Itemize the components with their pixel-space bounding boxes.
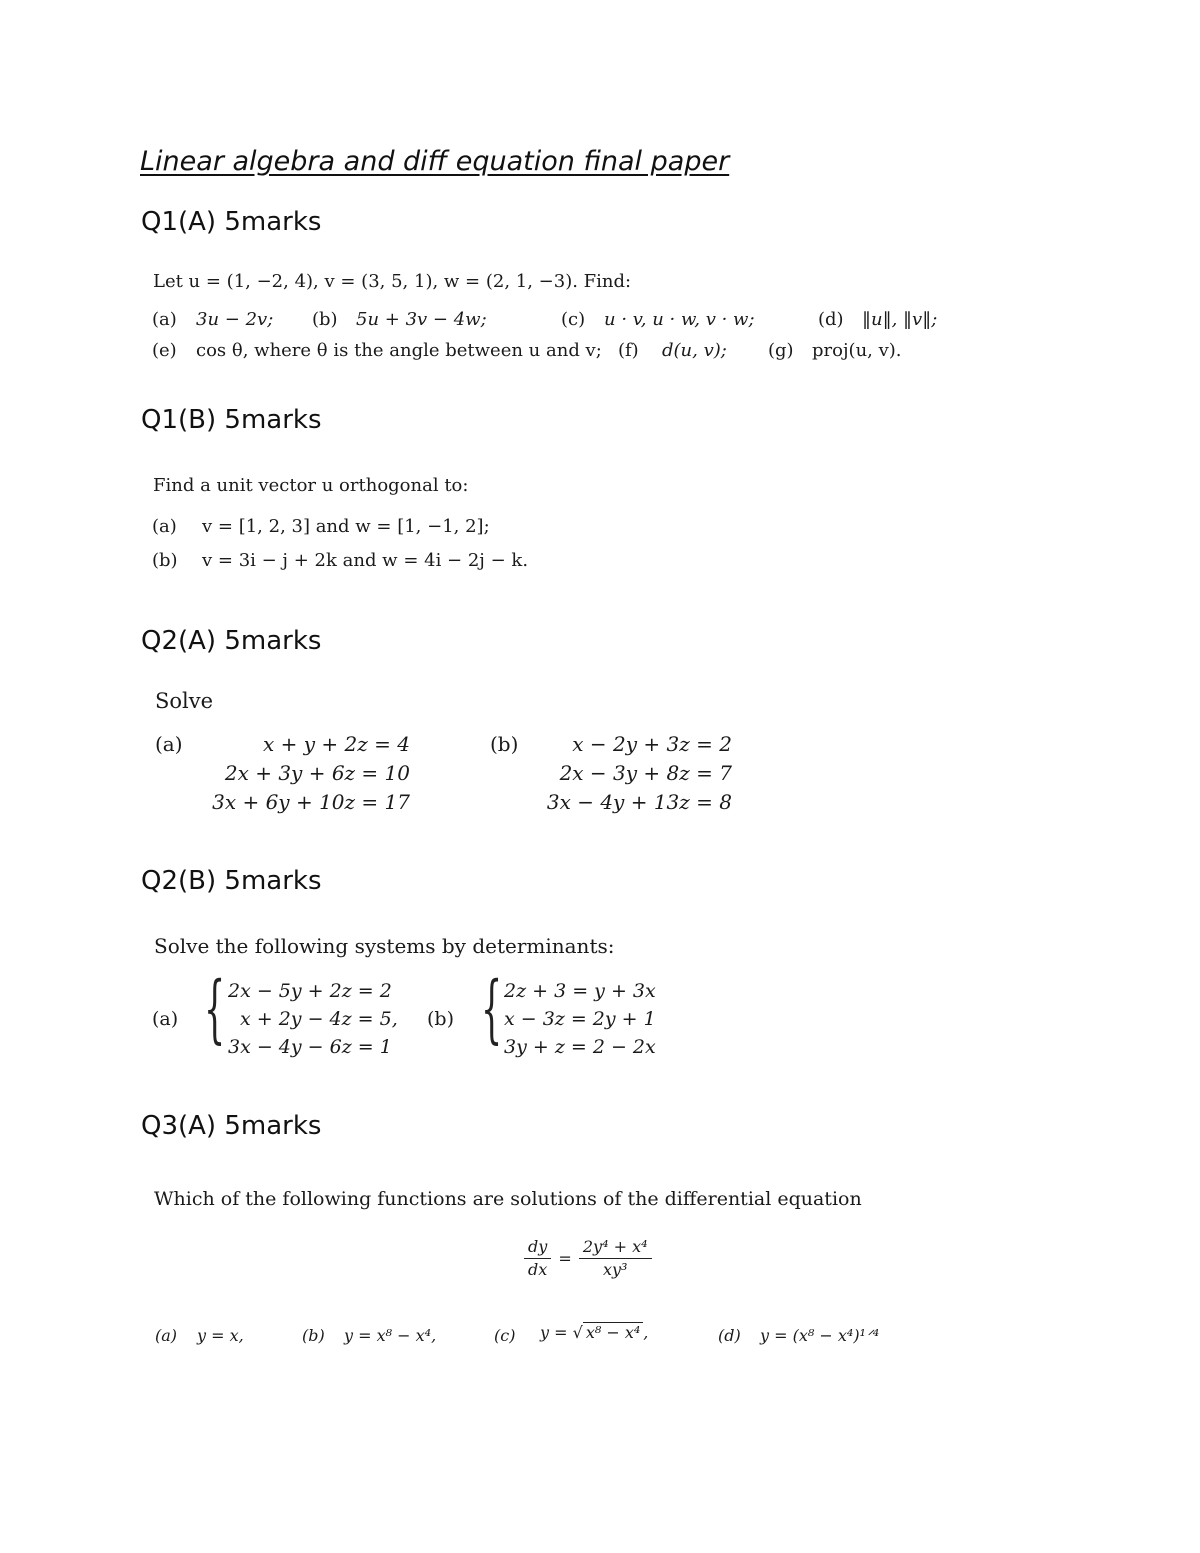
q3a-option-c-label: (c) (494, 1326, 516, 1345)
equation-line: 3x − 4y + 13z = 8 (546, 790, 732, 814)
equation-line: 3x − 4y − 6z = 1 (228, 1036, 392, 1058)
q1a-part-b-text: 5u + 3v − 4w; (356, 309, 487, 330)
rhs-numerator: 2y⁴ + x⁴ (579, 1236, 652, 1259)
option-c-radicand: x⁸ − x⁴ (583, 1322, 643, 1342)
q3a-heading: Q3(A) 5marks (141, 1111, 322, 1141)
q1a-part-e-label: (e) (152, 340, 177, 361)
q1a-part-d-label: (d) (818, 309, 844, 330)
q1b-intro: Find a unit vector u orthogonal to: (153, 475, 469, 496)
differential-equation (524, 1236, 652, 1281)
equation-line: 2z + 3 = y + 3x (504, 980, 656, 1002)
q3a-intro: Which of the following functions are solutions of the differential equation (154, 1188, 862, 1210)
option-c-suffix: , (643, 1323, 649, 1342)
q2a-system-a (205, 730, 410, 817)
q1b-heading: Q1(B) 5marks (141, 405, 322, 435)
q3a-option-b-text: y = x⁸ − x⁴, (344, 1326, 437, 1345)
q2a-heading: Q2(A) 5marks (141, 626, 322, 656)
q1a-part-c-label: (c) (561, 309, 586, 330)
q1b-part-a-label: (a) (152, 516, 177, 537)
q1a-part-g-text: proj(u, v). (812, 340, 902, 361)
q2b-intro: Solve the following systems by determinants: (154, 934, 615, 958)
q2b-system-a (228, 977, 408, 1061)
q3a-option-a-text: y = x, (197, 1326, 244, 1345)
equation-line: 3y + z = 2 − 2x (504, 1036, 656, 1058)
option-c-prefix: y = (540, 1323, 573, 1342)
q2a-intro: Solve (155, 689, 214, 713)
q1a-part-g-label: (g) (768, 340, 794, 361)
equation-line: x + 2y − 4z = 5, (240, 1008, 398, 1030)
left-brace-icon: { (481, 966, 503, 1052)
equation-line: x − 2y + 3z = 2 (572, 732, 732, 756)
q1a-part-e-text: cos θ, where θ is the angle between u and v; (196, 340, 602, 361)
lhs-denominator: dx (528, 1260, 548, 1279)
equation-line: x − 3z = 2y + 1 (504, 1008, 656, 1030)
q1a-part-f-text: d(u, v); (662, 340, 727, 361)
q3a-option-a-label: (a) (155, 1326, 178, 1345)
q2b-system-a-label: (a) (152, 1008, 179, 1030)
equals-sign: = (558, 1249, 572, 1268)
q1b-part-b-text: v = 3i − j + 2k and w = 4i − 2j − k. (202, 550, 529, 571)
q2a-system-a-label: (a) (155, 732, 183, 756)
q1a-part-d-text: ‖u‖, ‖v‖; (862, 309, 938, 330)
q1b-part-a-text: v = [1, 2, 3] and w = [1, −1, 2]; (202, 516, 490, 537)
q2b-heading: Q2(B) 5marks (141, 866, 322, 896)
equation-line: 2x + 3y + 6z = 10 (224, 761, 410, 785)
q3a-option-c-text (540, 1322, 648, 1342)
q1a-heading: Q1(A) 5marks (141, 207, 322, 237)
q2a-system-b-label: (b) (490, 732, 519, 756)
q1b-part-b-label: (b) (152, 550, 178, 571)
equation-line: x + y + 2z = 4 (263, 732, 410, 756)
lhs-fraction (524, 1236, 551, 1281)
lhs-numerator: dy (524, 1236, 551, 1259)
q1a-part-a-text: 3u − 2v; (196, 309, 274, 330)
rhs-denominator: xy³ (602, 1260, 628, 1279)
q1a-part-f-label: (f) (618, 340, 639, 361)
q3a-option-d-label: (d) (718, 1326, 741, 1345)
q1a-part-a-label: (a) (152, 309, 177, 330)
q3a-option-b-label: (b) (302, 1326, 325, 1345)
q2b-system-b-label: (b) (427, 1008, 454, 1030)
page-title: Linear algebra and diff equation final paper (140, 146, 730, 177)
left-brace-icon: { (204, 966, 226, 1052)
q1a-part-b-label: (b) (312, 309, 338, 330)
q3a-option-d-text: y = (x⁸ − x⁴)¹ᐟ⁴ (760, 1326, 880, 1345)
q2a-system-b (540, 730, 732, 817)
rhs-fraction (579, 1236, 652, 1281)
q1a-part-c-text: u · v, u · w, v · w; (604, 309, 755, 330)
equation-line: 3x + 6y + 10z = 17 (212, 790, 410, 814)
equation-line: 2x − 3y + 8z = 7 (559, 761, 732, 785)
equation-line: 2x − 5y + 2z = 2 (228, 980, 392, 1002)
sqrt-icon: √ (572, 1323, 583, 1342)
q2b-system-b (504, 977, 674, 1061)
q1a-intro: Let u = (1, −2, 4), v = (3, 5, 1), w = (2, 1, −3). Find: (153, 271, 632, 292)
